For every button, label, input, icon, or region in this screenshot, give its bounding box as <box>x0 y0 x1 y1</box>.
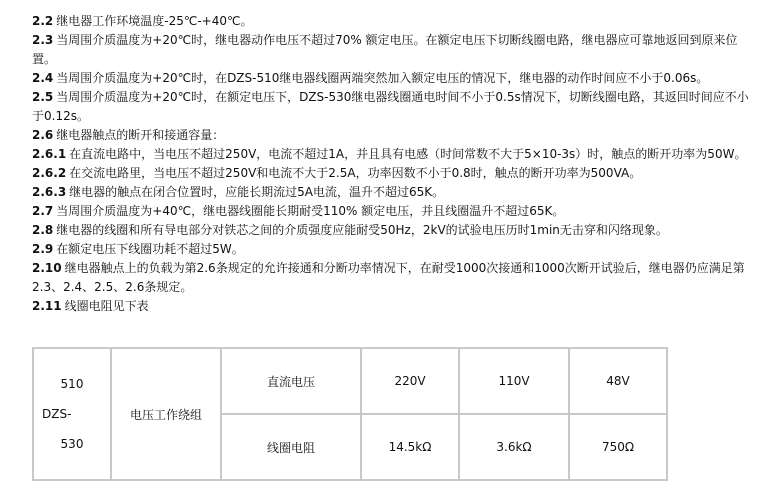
clause-number: 2.6.3 <box>32 185 67 199</box>
clause-text: 在额定电压下线圈功耗不超过5W。 <box>56 242 244 256</box>
paragraph-2-8 <box>32 221 760 240</box>
model-530: 530 <box>60 437 84 451</box>
paragraph-2-6 <box>32 126 760 145</box>
clause-text: 继电器的触点在闭合位置时，应能长期流过5A电流，温升不超过65K。 <box>69 185 445 199</box>
voltage-value: 110V <box>459 348 569 414</box>
resistance-value: 14.5kΩ <box>361 414 459 480</box>
paragraph-2-3 <box>32 31 760 69</box>
clause-text: 在交流电路里，当电压不超过250V和电流不大于2.5A，功率因数不小于0.8时，触点的断开功率为500VA。 <box>69 166 642 180</box>
clause-text: 当周围介质温度为+20℃时，继电器动作电压不超过70% 额定电压。在额定电压下切断线圈电路，继电器应可靠地返回到原来位置。 <box>32 33 738 66</box>
resistance-value: 3.6kΩ <box>459 414 569 480</box>
clause-number: 2.9 <box>32 242 54 256</box>
clause-text: 线圈电阻见下表 <box>64 299 149 313</box>
clause-number: 2.5 <box>32 90 54 104</box>
paragraph-2-6-3 <box>32 183 760 202</box>
model-cell <box>33 348 111 480</box>
document-body <box>32 12 760 316</box>
paragraph-2-6-1 <box>32 145 760 164</box>
clause-number: 2.7 <box>32 204 54 218</box>
coil-resistance-table <box>32 347 668 481</box>
clause-text: 继电器工作环境温度-25℃-+40℃。 <box>56 14 253 28</box>
clause-number: 2.6.2 <box>32 166 67 180</box>
clause-number: 2.10 <box>32 261 62 275</box>
paragraph-2-11 <box>32 297 760 316</box>
paragraph-2-6-2 <box>32 164 760 183</box>
clause-number: 2.4 <box>32 71 54 85</box>
clause-text: 继电器触点上的负载为第2.6条规定的允许接通和分断功率情况下，在耐受1000次接通和1000次断开试验后，继电器仍应满足第2.3、2.4、2.5、2.6条规定。 <box>32 261 745 294</box>
dc-voltage-label: 直流电压 <box>221 348 361 414</box>
resistance-value: 750Ω <box>569 414 667 480</box>
clause-text: 继电器的线圈和所有导电部分对铁芯之间的介质强度应能耐受50Hz，2kV的试验电压历时1min无击穿和闪络现象。 <box>56 223 668 237</box>
voltage-value: 48V <box>569 348 667 414</box>
clause-text: 当周围介质温度为+20℃时，在额定电压下，DZS-530继电器线圈通电时间不小于0.5s情况下，切断线圈电路，其返回时间应不小于0.12s。 <box>32 90 749 123</box>
clause-text: 当周围介质温度为+20℃时，在DZS-510继电器线圈两端突然加入额定电压的情况下，继电器的动作时间应不小于0.06s。 <box>56 71 709 85</box>
clause-number: 2.3 <box>32 33 54 47</box>
clause-number: 2.11 <box>32 299 62 313</box>
paragraph-2-7 <box>32 202 760 221</box>
clause-text: 继电器触点的断开和接通容量： <box>56 128 225 142</box>
coil-resistance-label: 线圈电阻 <box>221 414 361 480</box>
paragraph-2-9 <box>32 240 760 259</box>
paragraph-2-2 <box>32 12 760 31</box>
model-510: 510 <box>60 377 84 391</box>
winding-group-cell: 电压工作绕组 <box>111 348 221 480</box>
paragraph-2-5 <box>32 88 760 126</box>
clause-text: 当周围介质温度为+40℃，继电器线圈能长期耐受110% 额定电压，并且线圈温升不超过65K。 <box>56 204 565 218</box>
clause-number: 2.6.1 <box>32 147 67 161</box>
voltage-value: 220V <box>361 348 459 414</box>
clause-number: 2.8 <box>32 223 54 237</box>
paragraph-2-10 <box>32 259 760 297</box>
clause-number: 2.2 <box>32 14 54 28</box>
model-prefix: DZS- <box>42 407 72 421</box>
clause-text: 在直流电路中，当电压不超过250V，电流不超过1A，并且具有电感（时间常数不大于5×10-3s）时，触点的断开功率为50W。 <box>69 147 747 161</box>
table-row <box>33 348 667 414</box>
clause-number: 2.6 <box>32 128 54 142</box>
paragraph-2-4 <box>32 69 760 88</box>
